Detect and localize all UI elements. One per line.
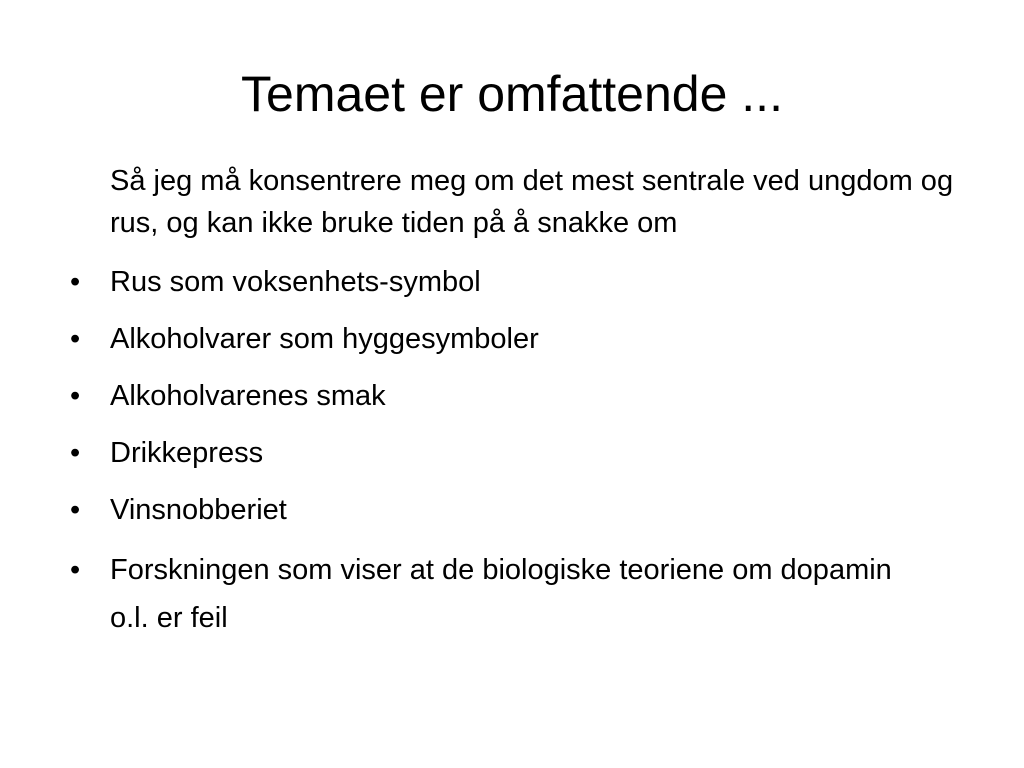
bullet-icon: •	[70, 323, 81, 355]
bullet-item	[0, 261, 1024, 303]
bullet-text: Alkoholvarenes smak	[110, 380, 386, 412]
bullet-text: Forskningen som viser at de biologiske teoriene om dopamin o.l. er feil	[110, 554, 892, 634]
bullet-item	[0, 375, 1024, 417]
bullet-icon: •	[70, 554, 81, 586]
slide-title: Temaet er omfattende ...	[241, 66, 783, 122]
bullet-list	[0, 261, 1024, 657]
bullet-icon: •	[70, 380, 81, 412]
bullet-icon: •	[70, 266, 81, 298]
bullet-text: Alkoholvarer som hyggesymboler	[110, 323, 539, 355]
bullet-text: Rus som voksenhets-symbol	[110, 266, 481, 298]
bullet-item	[0, 546, 1024, 642]
bullet-item	[0, 489, 1024, 531]
bullet-text: Drikkepress	[110, 437, 264, 469]
bullet-icon: •	[70, 437, 81, 469]
bullet-item	[0, 432, 1024, 474]
bullet-text: Vinsnobberiet	[110, 494, 287, 526]
intro-paragraph: Så jeg må konsentrere meg om det mest sentrale ved ungdom og rus, og kan ikke bruke tiden på å snakke om	[110, 165, 954, 239]
bullet-icon: •	[70, 494, 81, 526]
bullet-item	[0, 318, 1024, 360]
